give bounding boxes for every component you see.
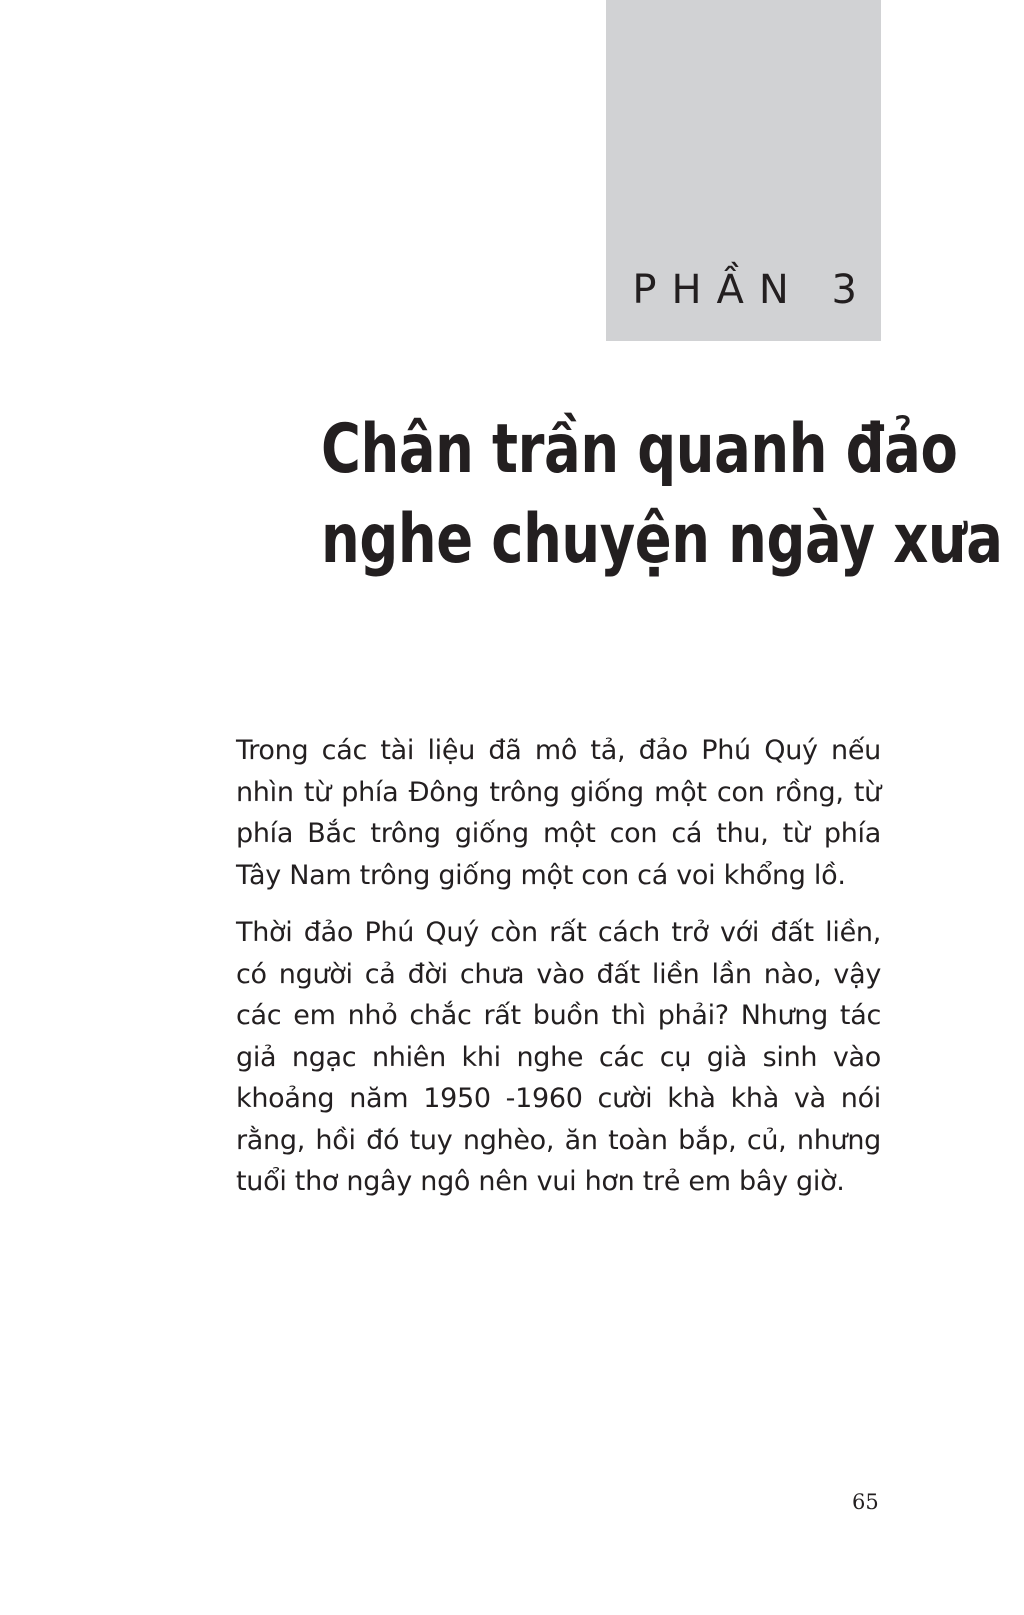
paragraph-1: Trong các tài liệu đã mô tả, đảo Phú Quý nếu nhìn từ phía Đông trông giống một con rồng, từ phía Bắc trông giống một con cá thu, từ phía Tây Nam trông giống một con cá voi khổng lồ. xyxy=(236,735,881,891)
part-header-box xyxy=(606,0,881,341)
chapter-title-line-1: Chân trần quanh đảo xyxy=(321,410,958,489)
chapter-title-line-2: nghe chuyện ngày xưa xyxy=(321,500,1003,579)
body-text xyxy=(236,730,881,1219)
paragraph-2: Thời đảo Phú Quý còn rất cách trở với đất liền, có người cả đời chưa vào đất liền lần nào, vậy các em nhỏ chắc rất buồn thì phải? Nhưng tác giả ngạc nhiên khi nghe các cụ già sinh vào khoảng năm 1950 -1960 cười khà khà và nói rằng, hồi đó tuy nghèo, ăn toàn bắp, củ, nhưng tuổi thơ ngây ngô nên vui hơn trẻ em bây giờ. xyxy=(236,917,881,1197)
part-label: PHẦN 3 xyxy=(632,267,872,313)
page-number: 65 xyxy=(852,1490,879,1514)
chapter-title xyxy=(181,405,1003,585)
